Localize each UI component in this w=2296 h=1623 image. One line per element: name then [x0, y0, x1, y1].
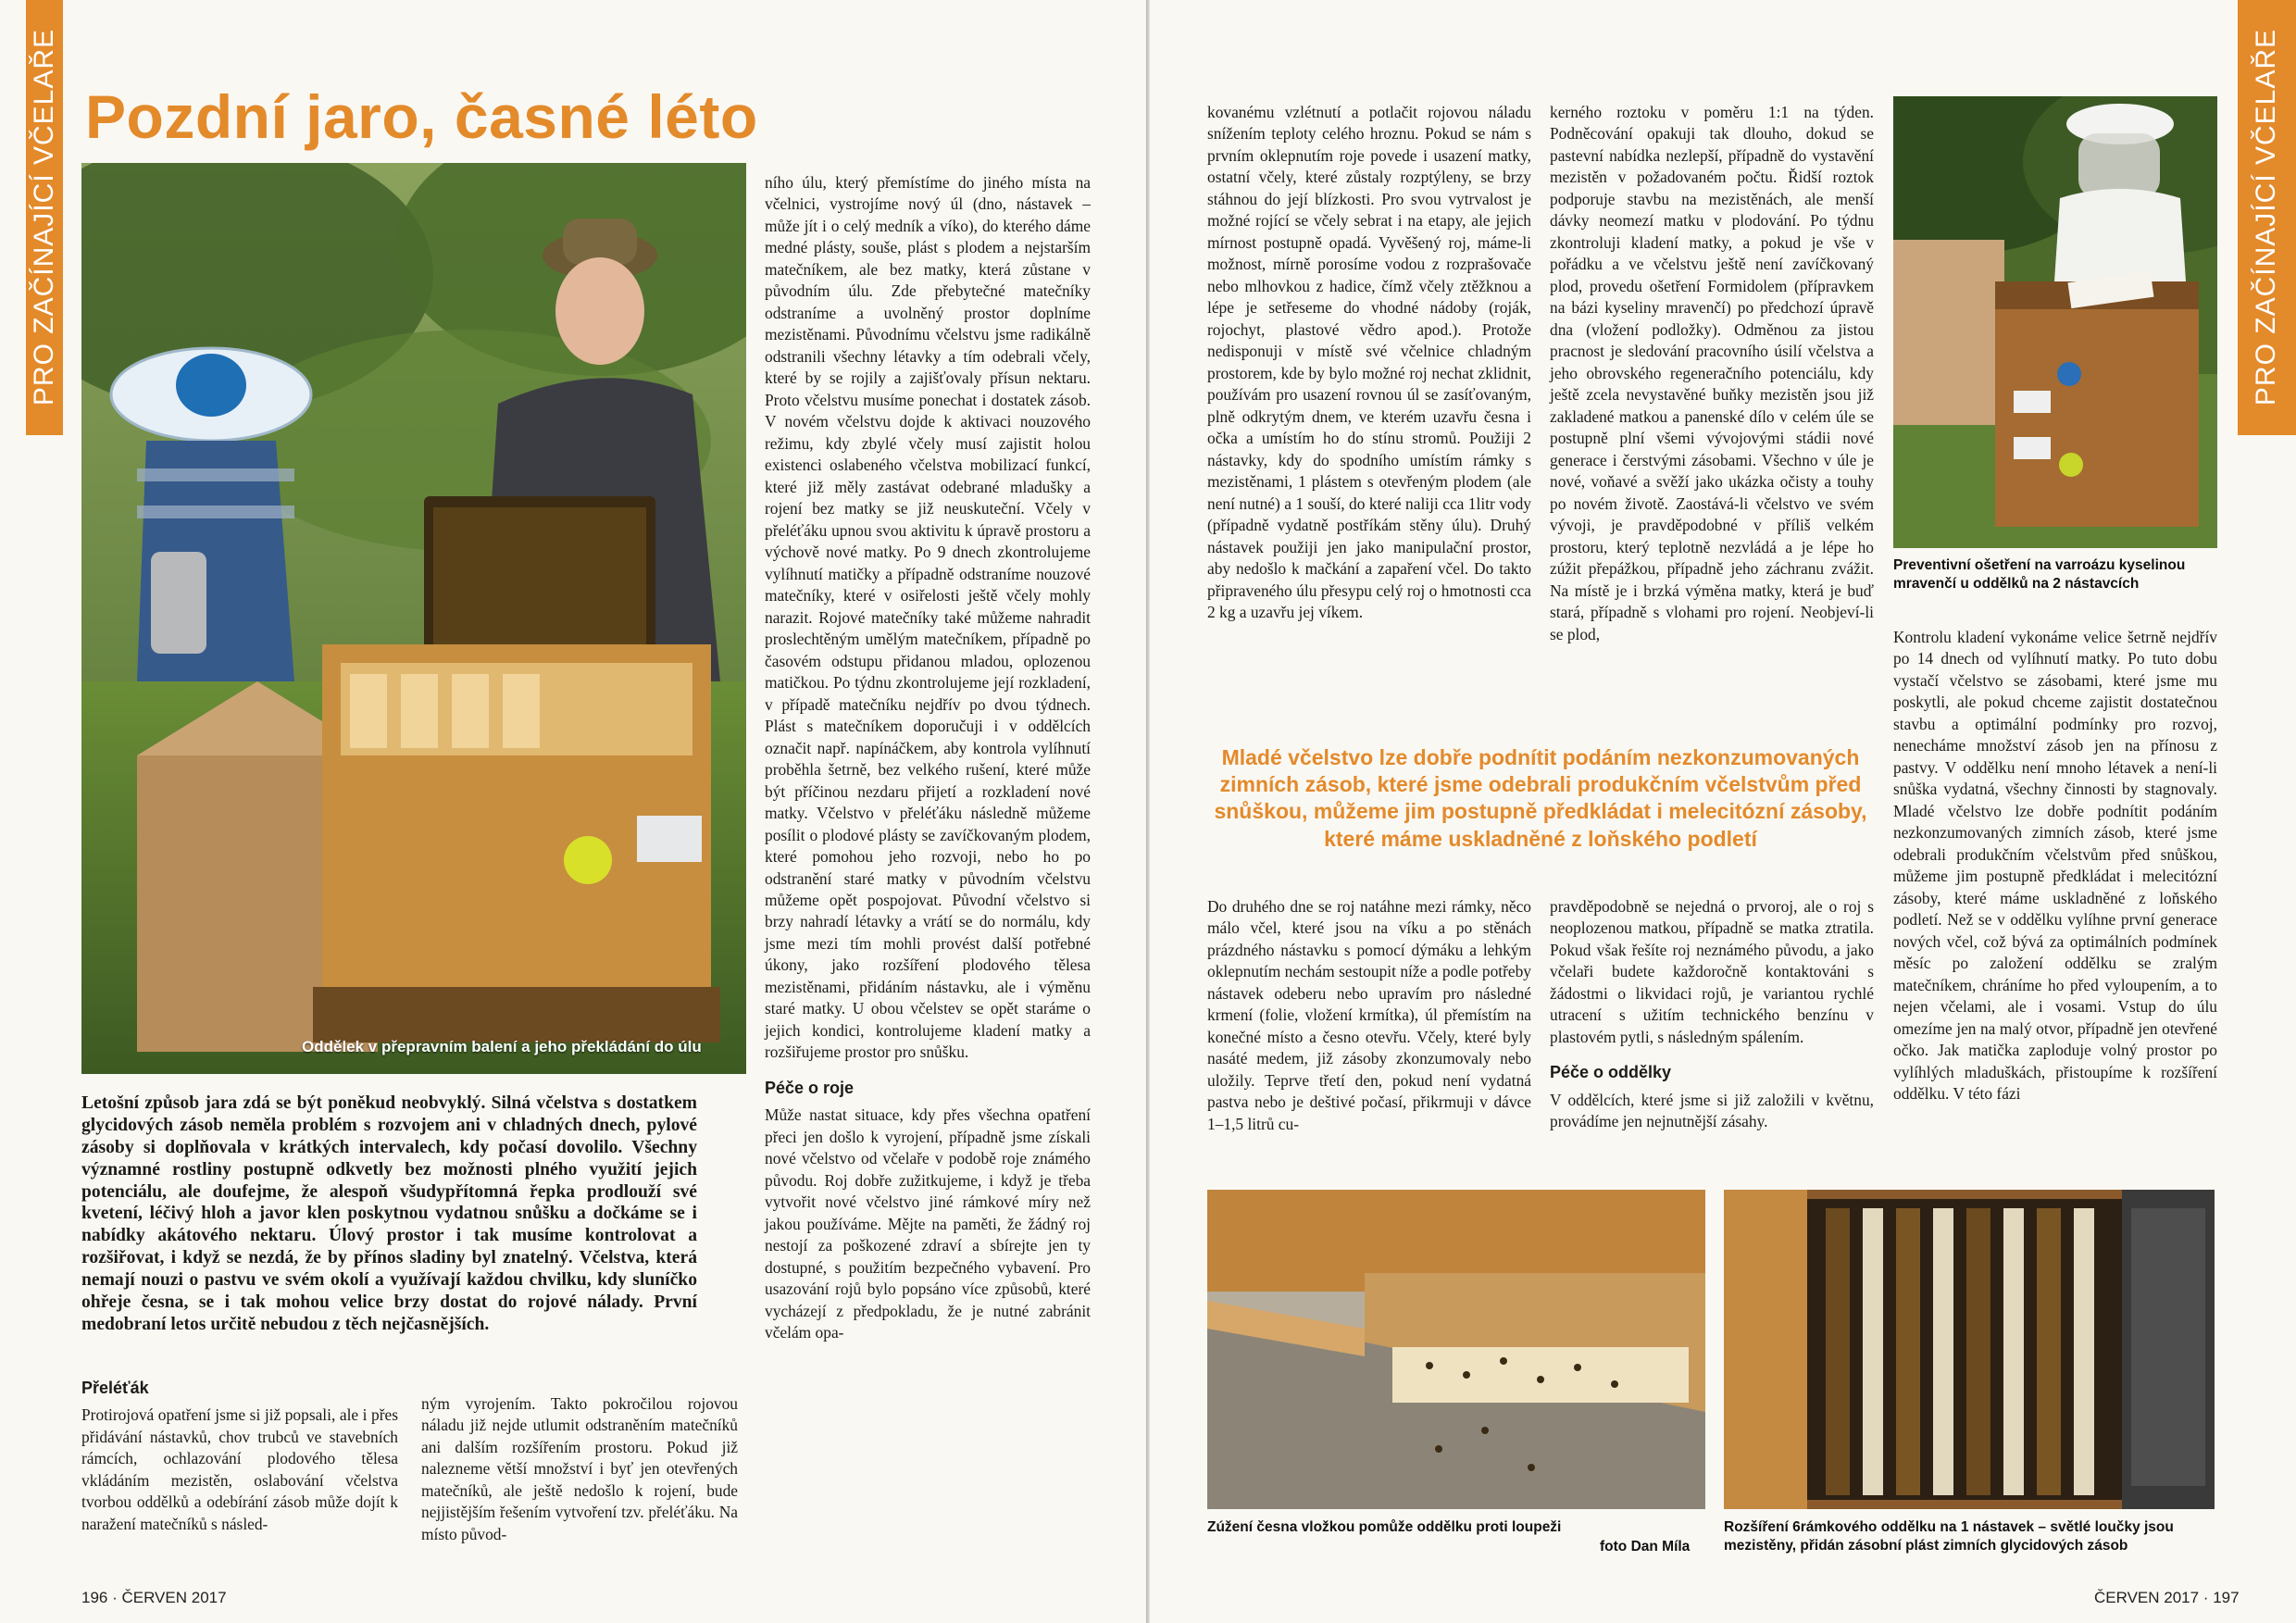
left-page	[0, 0, 1146, 1623]
pull-quote: Mladé včelstvo lze dobře podnítit podáním nezkonzumovaných zimních zásob, které jsme odebrali produkčním včelstvům před snůškou, můžeme jim postupně předkládat i melecitózní zásoby, které máme uskladněné z loňského podletí	[1214, 745, 1867, 851]
headline: Pozdní jaro, časné léto	[85, 82, 758, 151]
folio-right: ČERVEN 2017 · 197	[2094, 1589, 2240, 1606]
column-6-text: Kontrolu kladení vykonáme velice šetrně nejdřív po 14 dnech od vylíhnutí matky. Po tuto dobu vystačí včelstvo se zásobami, které jsme mu poskytli, ale pokud chceme zajistit dostatečnou stavbu a optimální podmínky pro rozvoj, nenecháme množství zásob jen na přínosu z pastvy. V oddělku není mnoho létavek a není-li snůška vydatná, všechny činnosti by stagnovaly. Mladé včelstvo lze dobře podnítit podáním nezkonzumovaných zimních zásob, které jsme odebrali produkčním včelstvům před snůškou, můžeme jim postupně předkládat i melecitózní zásoby, které máme uskladněné z loňského podletí. Než se v oddělku vylíhne první generace nových včel, což bývá za optimálních podmínek měsíc po založení oddělku se zralým matečníkem, chráníme ho před vyloupením, a to nejen včelami, ale i vosami. Vstup do úlu omezíme jen na malý otvor, případně jen otevřené očko. Jak matička zaploduje volný prostor po vylíhlých mladuškách, přistoupíme k rozšíření oddělku. V této fázi	[1893, 628, 2217, 1104]
column-4	[1207, 102, 1531, 624]
main-photo	[81, 163, 746, 1074]
column-3-text-a: ního úlu, který přemístíme do jiného místa na včelnici, vystrojíme nový úl (dno, nástavek – může jít i o celý medník a víko), do kterého dáme medné plásty, souše, plást s plodem a nejstarším matečníkem, ale bez matky, která zůstane v původním úlu. Zde přebytečné matečníky odstraníme a uvolněný prostor doplníme mezistěnami. Původnímu včelstvu jsme radikálně odstranili všechny létavky a tím odebrali včely, které by se rojily a zajišťovaly přísun nektaru. Proto včelstvu musíme ponechat i dostatek zásob. V novém včelstvu dojde k aktivaci nouzového režimu, kdy zbylé včely musí zajistit holou existenci oslabeného včelstva mobilizací funkcí, které již měly zastávat odebrané mladušky a rojení bez matky se již neuskuteční. Včely v přeléťáku upnou svou aktivitu k úpravě prostoru a výchově nové matky. Po 9 dnech zkontrolujeme vylíhnutí matičky a případně odstraníme nouzové matečníky, které v osiřelosti ještě včely mohly narazit. Rojové matečníky také můžeme nahradit proslechtěným umělým matečníkem, případně po časovém odstupu přidanou mladou, oplozenou matičkou. Po týdnu zkontrolujeme její rozkladení, v případě matečníku nejdřív po dvou týdnech. Plást s matečníkem doporučuji i v oddělcích označit např. napínáčkem, aby kontrola vylíhnutí proběhla šetrně, bez velkého rušení, které může být příčinou nezdaru přijetí a rozkladení nové matky. Včelstvo v přeléťáku následně můžeme posílit o plodové plásty se zavíčkovaným plodem, které pomohou jeho rozvoji, nebo ho po odstranění staré matky v původním včelstvu můžeme opět pospojovat. Původní včelstvo si brzy nahradí létavky a vrátí se do normálu, kdy jsme mezi tím mohli provést další potřebné úkony, jako rozšíření plodového tělesa mezistěnami, přidáním nástavku, ale i výměnu staré matky. U obou včelstev se opět staráme o jejich kondici, kontrolujeme kladení matky a rozšiřujeme prostor pro snůšku.	[765, 173, 1091, 1062]
bottom-left-photo	[1207, 1190, 1705, 1509]
photo-credit: foto Dan Míla	[1600, 1539, 1691, 1554]
top-right-photo-caption: Preventivní ošetření na varroázu kyselinou mravenčí u oddělků na 2 nástavcích	[1893, 557, 2186, 593]
column-5c-text: V oddělcích, které jsme si již založili v květnu, provádíme jen nejnutnější zásahy.	[1550, 1090, 1874, 1131]
frames-expansion-photo-illustration	[1724, 1190, 2215, 1509]
column-3-text-b: Může nastat situace, kdy přes všechna opatření přeci jen došlo k vyrojení, případně jsme získali nové včelstvo od včelaře v podobě roje známého původu. Roj dobře zužitkujeme, i když je třeba vytvořit nové včelstvo jiné rámkové míry než jakou používáme. Mějte na paměti, že žádný roj nestojí za poškozené zdraví a sbírejte jen ty dostupné, s použitím bezpečného vybavení. Pro usazování rojů bylo popsáno více způsobů, které vycházejí z předpokladu, že je nutné zabránit včelám opa-	[765, 1105, 1091, 1342]
section-tab-right	[2238, 0, 2296, 435]
column-5b-text: pravděpodobně se nejedná o prvoroj, ale o roj s neoplozenou matkou, případně se matka ztratila. Pokud však řešíte roj neznámého původu, a jako včelaři budete každoročně kontaktováni s žádostmi o likvidaci rojů, je variantou rychlé utracení s užitím technického benzínu v plastovém pytli, s následným spálením.	[1550, 897, 1874, 1046]
column-1-text: Protirojová opatření jsme si již popsali, ale i přes přidávání nástavků, chov trubců ve stavebních rámcích, ochlazování plodového tělesa vkládáním mezistěn, oslabování včelstva tvorbou oddělků a odebírání zásob může dojít k naražení matečníků s násled-	[81, 1405, 398, 1533]
column-5	[1550, 102, 1874, 645]
right-page	[1150, 0, 2296, 1623]
section-tab-left	[26, 0, 63, 435]
varroa-treatment-photo-illustration	[1893, 96, 2217, 548]
bottom-left-photo-caption: Zúžení česna vložkou pomůže oddělku proti loupeži	[1207, 1519, 1562, 1535]
section-label-right: PRO ZAČÍNAJÍCÍ VČELAŘE	[2251, 29, 2281, 406]
bottom-right-photo-caption: Rozšíření 6rámkového oddělku na 1 nástavek – světlé loučky jsou mezistěny, přidán zásobní plást zimních glycidových zásob	[1724, 1519, 2174, 1554]
column-2	[421, 1393, 738, 1545]
subhead-preletak: Přeléťák	[81, 1379, 149, 1397]
column-1	[81, 1377, 398, 1535]
column-5-text: kerného roztoku v poměru 1:1 na týden. Podněcování opakuji tak dlouho, dokud se pastevní nabídka nezlepší, případně do vystavění mezistěn v požadovaném počtu. Řidší roztok podporuje stavbu na mezistěnách, ale menší dávky neomezí matku v plodování. Po týdnu zkontroluji kladení matky, a pokud je vše v pořádku a ve včelstvu ještě není zavíčkovaný plod, provedu ošetření Formidolem (přípravkem na bázi kyseliny mravenčí) po předchozí úpravě dna (vložení podložky). Odměnou za jistou pracnost je sledování pracovního úsilí včelstva a jeho obrovského regeneračního potenciálu, kdy ještě zcela nevystavěné buňky mezistěn jsou již zakladené matkou a panenské dílo v celém úle se postupně plní všemi vývojovými stádii nové generace i čerstvými zásobami. Všechno v úle je nové, voňavé a svěží jako ukázka očisty a touhy po novém životě. Zaostává-li včelstvo ve svém vývoji, je pravděpodobné v příliš velkém prostoru, který teplotně nezvládá a je lépe ho zúžit přepážkou, případně jeho záchranu zvážit. Na místě je i brzká výměna matky, která je buď stará, případně s vlohami pro rojení. Neobjeví-li se plod,	[1550, 103, 1874, 643]
main-photo-caption: Oddělek v přepravním balení a jeho překládání do úlu	[302, 1037, 702, 1055]
hive-entrance-photo-illustration	[1207, 1190, 1705, 1509]
column-2-text: ným vyrojením. Takto pokročilou rojovou náladu již nejde utlumit odstraněním matečníků ani dalším rozšířením prostoru. Pokud již nalezneme větší množství i byť jen otevřených matečníků, ale ještě nedošlo k rojení, bude nejjistějším řešením vytvoření tzv. přeléťáku. Na místo původ-	[421, 1394, 738, 1543]
subhead-pece-o-roje: Péče o roje	[765, 1078, 855, 1097]
beekeeper-photo-illustration	[81, 163, 746, 1074]
column-3	[765, 172, 1091, 1343]
subhead-pece-o-oddelky: Péče o oddělky	[1550, 1063, 1672, 1082]
bottom-right-photo	[1724, 1190, 2215, 1509]
lead-paragraph: Letošní způsob jara zdá se být poněkud neobvyklý. Silná včelstva s dostatkem glycidových zásob neměla problém s rozvojem ani v chladných dnech, pylové zásoby si doplňovala v krátkých intervalech, kdy počasí dovolilo. Všechny významné rostliny postupně odkvetly bez možnosti plného využití jejich potenciálu, ale doufejme, že alespoň všudypřítomná řepka prodlouží své kvetení, léčivý hloh a javor klen poskytnou vydatnou snůšku a dočkáme se i nabídky akátového nektaru. Úlový prostor i tak musíme kontrolovat a rozšiřovat, i když se nezdá, že by přínos sladiny byl znatelný. Včelstva, která nemají nouzi o pastvu ve svém okolí a využívají každou chvilku, kdy sluníčko ohřeje česna, se i tak mohou velice brzy dostat do rojové nálady. První medobraní letos určitě nebudou z těch nejčasnějších.	[81, 1093, 697, 1334]
section-label-left: PRO ZAČÍNAJÍCÍ VČELAŘE	[29, 29, 59, 406]
column-5b	[1550, 896, 1874, 1133]
top-right-photo	[1893, 96, 2217, 548]
folio-left: 196 · ČERVEN 2017	[81, 1589, 227, 1606]
column-4b-text: Do druhého dne se roj natáhne mezi rámky, něco málo včel, které jsou na víku a po stěnách prázdného nástavku s pomocí dýmáku a lehkým oklepnutím nechám sestoupit níže a podle potřeby nástavek odeberu nebo upravím pro následné krmení (folie, vložení krmítka), úl přemístím na konečné místo a česno otevřu. Včely, které byly nasáté medem, již zásoby zkonzumovaly nebo uložily. Teprve třetí den, pokud není vydatná pastva nebo je deštivé počasí, přikrmuji v dávce 1–1,5 litrů cu-	[1207, 897, 1531, 1133]
column-6	[1893, 627, 2217, 1105]
column-4-text: kovanému vzlétnutí a potlačit rojovou náladu snížením teploty celého hroznu. Pokud se nám s prvním oklepnutím roje povede i usazení matky, ostatní včely, které zůstaly rozptýleny, se brzy stáhnou do její blízkosti. Pro svou vytrvalost je možné rojící se včely sebrat i na etapy, ale jejich mírnost postupně opadá. Vyvěšený roj, máme-li možnost, mírně porosíme vodou z rozprašovače nebo mlhovkou z hadice, čímž včely ztěžknou a lépe je setřeseme do vhodné nádoby (roják, rojochyt, plastové vědro apod.). Protože nedisponuji v místě své včelnice chladným prostorem, kde by bylo možné roj nechat zklidnit, používám pro usazení rovnou úl se zasíťovaným, plně odkrytým dnem, ve kterém uzavřu česna i očka a umístím ho do stínu stromů. Použiji 2 nástavky, kdy do spodního umístím rámky s mezistěnami, 1 plástem s otevřeným plodem (ale není nutné) a 1 souší, do které naliji cca 1litr vody (případně vydatně postříkám stěny úlu). Druhý nástavek použiji jen jako manipulační prostor, aby nedošlo k mačkání a zapaření včel. Do takto připraveného úlu přesypu celý roj o hmotnosti cca 2 kg a uzavřu jej víkem.	[1207, 103, 1531, 622]
column-4b	[1207, 896, 1531, 1135]
